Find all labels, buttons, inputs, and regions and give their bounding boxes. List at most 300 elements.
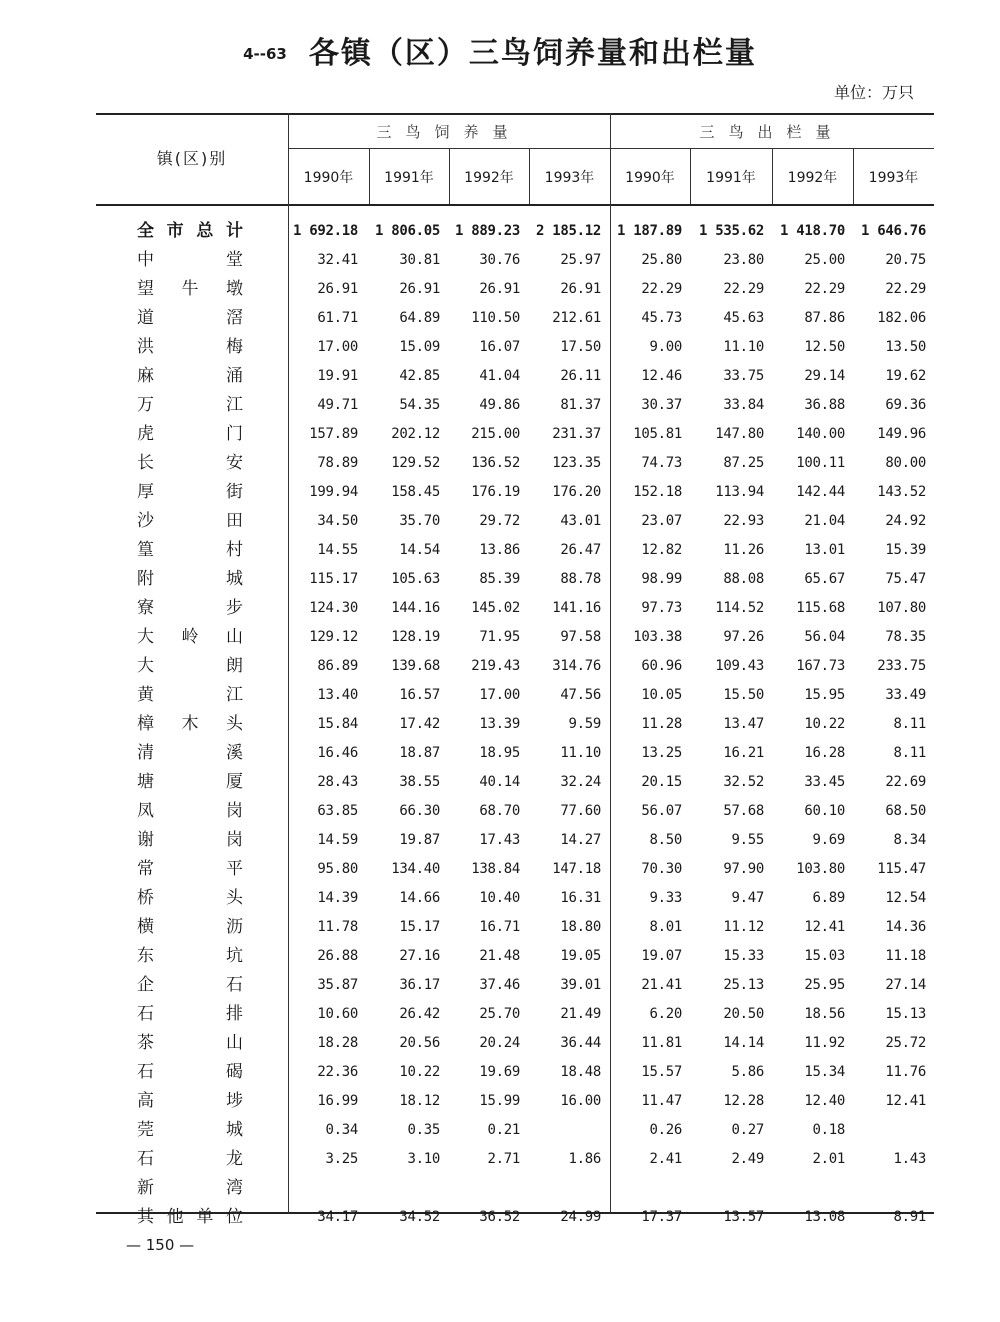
- town-name: 大岭山: [137, 627, 243, 647]
- slaughter-value: [850, 1174, 926, 1203]
- group-header-rule: [288, 148, 934, 149]
- slaughter-value: 12.41: [804, 919, 845, 935]
- raising-value: 20.24: [479, 1035, 520, 1051]
- slaughter-value: 74.73: [641, 455, 682, 471]
- raising-value: 123.35: [552, 455, 601, 471]
- town-name: 谢岗: [137, 830, 243, 850]
- slaughter-value: 56.04: [804, 629, 845, 645]
- town-name: 石排: [137, 1004, 243, 1024]
- town-name: 望牛墩: [137, 279, 243, 299]
- raising-value: 134.40: [391, 861, 440, 877]
- slaughter-value: 22.29: [885, 281, 926, 297]
- raising-value: 17.43: [479, 832, 520, 848]
- raising-value: 16.57: [399, 687, 440, 703]
- raising-value: 0.35: [407, 1122, 440, 1138]
- slaughter-value: 147.80: [715, 426, 764, 442]
- slaughter-value: 113.94: [715, 484, 764, 500]
- slaughter-value: 8.01: [649, 919, 682, 935]
- year-header: 1991年: [384, 170, 434, 186]
- raising-value: 314.76: [552, 658, 601, 674]
- slaughter-value: 9.55: [731, 832, 764, 848]
- stub-header: 镇(区)别: [156, 149, 228, 168]
- raising-value: 88.78: [560, 571, 601, 587]
- raising-value: 26.88: [317, 948, 358, 964]
- raising-value: 110.50: [471, 310, 520, 326]
- table-row: [0, 826, 1000, 855]
- raising-value: 19.91: [317, 368, 358, 384]
- raising-value: 15.99: [479, 1093, 520, 1109]
- town-name: 黄江: [137, 685, 243, 705]
- slaughter-value: 167.73: [796, 658, 845, 674]
- slaughter-value: 11.81: [641, 1035, 682, 1051]
- raising-value: 26.42: [399, 1006, 440, 1022]
- table-row: [0, 1058, 1000, 1087]
- slaughter-value: 114.52: [715, 600, 764, 616]
- table-row: [0, 652, 1000, 681]
- slaughter-value: 9.69: [812, 832, 845, 848]
- raising-value: 26.91: [317, 281, 358, 297]
- table-row: [0, 797, 1000, 826]
- raising-value: [525, 1174, 601, 1203]
- slaughter-value: 45.63: [723, 310, 764, 326]
- table-row: [0, 1174, 1000, 1203]
- raising-value: 77.60: [560, 803, 601, 819]
- slaughter-value: 103.80: [796, 861, 845, 877]
- group-header-raising: 三鸟饲养量: [376, 123, 522, 141]
- town-name: 寮步: [137, 598, 243, 618]
- raising-value: 17.50: [560, 339, 601, 355]
- slaughter-value: 8.50: [649, 832, 682, 848]
- table-row: [0, 507, 1000, 536]
- raising-value: 21.49: [560, 1006, 601, 1022]
- town-name: 茶山: [137, 1033, 243, 1053]
- slaughter-value: 8.34: [893, 832, 926, 848]
- town-name: 莞城: [137, 1120, 243, 1140]
- slaughter-value: 11.92: [804, 1035, 845, 1051]
- raising-value: 78.89: [317, 455, 358, 471]
- slaughter-value: [606, 1174, 682, 1203]
- year-header: 1993年: [868, 170, 919, 186]
- slaughter-value: 29.14: [804, 368, 845, 384]
- raising-value: 42.85: [399, 368, 440, 384]
- town-name: 全市总计: [137, 221, 243, 241]
- raising-value: 158.45: [391, 484, 440, 500]
- slaughter-value: 33.75: [723, 368, 764, 384]
- raising-value: 105.63: [391, 571, 440, 587]
- raising-value: 21.48: [479, 948, 520, 964]
- raising-value: 37.46: [479, 977, 520, 993]
- table-row: [0, 1000, 1000, 1029]
- slaughter-value: 25.00: [804, 252, 845, 268]
- slaughter-value: 65.67: [804, 571, 845, 587]
- slaughter-value: 103.38: [633, 629, 682, 645]
- raising-value: 25.70: [479, 1006, 520, 1022]
- town-name: 中堂: [137, 250, 243, 270]
- year-header: 1990年: [303, 170, 354, 186]
- slaughter-value: 100.11: [796, 455, 845, 471]
- raising-value: 20.56: [399, 1035, 440, 1051]
- raising-value: 86.89: [317, 658, 358, 674]
- slaughter-value: 12.41: [885, 1093, 926, 1109]
- raising-value: 64.89: [399, 310, 440, 326]
- raising-value: 32.24: [560, 774, 601, 790]
- raising-value: 157.89: [309, 426, 358, 442]
- slaughter-value: 12.54: [885, 890, 926, 906]
- raising-value: 212.61: [552, 310, 601, 326]
- slaughter-value: 115.68: [796, 600, 845, 616]
- slaughter-value: 20.50: [723, 1006, 764, 1022]
- slaughter-value: 142.44: [796, 484, 845, 500]
- raising-value: 40.14: [479, 774, 520, 790]
- slaughter-value: 182.06: [877, 310, 926, 326]
- town-name: 洪梅: [137, 337, 243, 357]
- slaughter-value: 21.41: [641, 977, 682, 993]
- raising-value: 49.71: [317, 397, 358, 413]
- slaughter-value: 13.01: [804, 542, 845, 558]
- slaughter-value: 87.86: [804, 310, 845, 326]
- raising-value: 1 889.23: [454, 223, 520, 239]
- raising-value: 145.02: [471, 600, 520, 616]
- slaughter-value: 1 187.89: [616, 223, 682, 239]
- page-number: — 150 —: [126, 1236, 195, 1254]
- slaughter-value: 107.80: [877, 600, 926, 616]
- raising-value: 95.80: [317, 861, 358, 877]
- slaughter-value: 21.04: [804, 513, 845, 529]
- slaughter-value: 19.07: [641, 948, 682, 964]
- slaughter-value: 11.12: [723, 919, 764, 935]
- slaughter-value: 12.50: [804, 339, 845, 355]
- slaughter-value: 8.11: [893, 745, 926, 761]
- raising-value: 36.44: [560, 1035, 601, 1051]
- table-number: 4--63: [243, 45, 287, 63]
- raising-value: 14.54: [399, 542, 440, 558]
- slaughter-value: 16.21: [723, 745, 764, 761]
- raising-value: 138.84: [471, 861, 520, 877]
- raising-value: 18.95: [479, 745, 520, 761]
- slaughter-value: 11.10: [723, 339, 764, 355]
- raising-value: 16.31: [560, 890, 601, 906]
- raising-value: 17.00: [479, 687, 520, 703]
- slaughter-value: 25.80: [641, 252, 682, 268]
- group-header-slaughter: 三鸟出栏量: [699, 123, 845, 141]
- slaughter-value: 10.05: [641, 687, 682, 703]
- table-row: [0, 884, 1000, 913]
- slaughter-value: 143.52: [877, 484, 926, 500]
- raising-value: 38.55: [399, 774, 440, 790]
- raising-value: 26.91: [479, 281, 520, 297]
- raising-value: 13.40: [317, 687, 358, 703]
- slaughter-value: 97.90: [723, 861, 764, 877]
- raising-value: 14.39: [317, 890, 358, 906]
- raising-value: [282, 1174, 358, 1203]
- year-header: 1992年: [464, 170, 514, 186]
- slaughter-value: 14.14: [723, 1035, 764, 1051]
- town-name: 高埗: [137, 1091, 243, 1111]
- slaughter-value: 60.96: [641, 658, 682, 674]
- slaughter-value: 105.81: [633, 426, 682, 442]
- slaughter-value: 5.86: [731, 1064, 764, 1080]
- table-title: 各镇（区）三鸟饲养量和出栏量: [308, 36, 757, 71]
- slaughter-value: 57.68: [723, 803, 764, 819]
- slaughter-value: 15.13: [885, 1006, 926, 1022]
- slaughter-value: 140.00: [796, 426, 845, 442]
- table-row: [0, 594, 1000, 623]
- raising-value: 35.87: [317, 977, 358, 993]
- slaughter-value: 23.80: [723, 252, 764, 268]
- raising-value: 32.41: [317, 252, 358, 268]
- town-name: 新湾: [137, 1178, 243, 1198]
- town-name: 桥头: [137, 888, 243, 908]
- slaughter-value: 60.10: [804, 803, 845, 819]
- raising-value: [525, 1116, 601, 1145]
- slaughter-value: 32.52: [723, 774, 764, 790]
- raising-value: 41.04: [479, 368, 520, 384]
- slaughter-value: 27.14: [885, 977, 926, 993]
- table-row: [0, 1203, 1000, 1232]
- slaughter-value: 25.95: [804, 977, 845, 993]
- year-header: 1991年: [706, 170, 756, 186]
- slaughter-value: 15.33: [723, 948, 764, 964]
- slaughter-value: 11.47: [641, 1093, 682, 1109]
- table-row: [0, 681, 1000, 710]
- raising-value: 2.71: [487, 1151, 520, 1167]
- slaughter-value: 23.07: [641, 513, 682, 529]
- raising-value: 9.59: [568, 716, 601, 732]
- year-header: 1993年: [544, 170, 595, 186]
- table-row: [0, 710, 1000, 739]
- slaughter-value: 14.36: [885, 919, 926, 935]
- raising-value: 63.85: [317, 803, 358, 819]
- raising-value: 34.52: [399, 1209, 440, 1225]
- raising-value: 26.47: [560, 542, 601, 558]
- table-row: [0, 333, 1000, 362]
- raising-value: 11.78: [317, 919, 358, 935]
- town-name: 虎门: [137, 424, 243, 444]
- raising-value: 18.28: [317, 1035, 358, 1051]
- slaughter-value: 149.96: [877, 426, 926, 442]
- raising-value: 0.34: [325, 1122, 358, 1138]
- slaughter-value: 25.13: [723, 977, 764, 993]
- raising-value: 124.30: [309, 600, 358, 616]
- slaughter-value: 22.29: [641, 281, 682, 297]
- slaughter-value: [769, 1174, 845, 1203]
- town-name: 篁村: [137, 540, 243, 560]
- raising-value: 3.25: [325, 1151, 358, 1167]
- table-row: [0, 768, 1000, 797]
- slaughter-value: 98.99: [641, 571, 682, 587]
- town-name: 石碣: [137, 1062, 243, 1082]
- slaughter-value: 15.50: [723, 687, 764, 703]
- raising-value: 129.12: [309, 629, 358, 645]
- raising-value: 139.68: [391, 658, 440, 674]
- slaughter-value: 1 646.76: [860, 223, 926, 239]
- town-name: 企石: [137, 975, 243, 995]
- raising-value: 17.42: [399, 716, 440, 732]
- raising-value: 1 806.05: [374, 223, 440, 239]
- town-name: 厚街: [137, 482, 243, 502]
- raising-value: 144.16: [391, 600, 440, 616]
- table-row: [0, 449, 1000, 478]
- slaughter-value: 24.92: [885, 513, 926, 529]
- year-header: 1990年: [625, 170, 675, 186]
- raising-value: 28.43: [317, 774, 358, 790]
- table-row: [0, 1029, 1000, 1058]
- slaughter-value: 10.22: [804, 716, 845, 732]
- raising-value: 47.56: [560, 687, 601, 703]
- slaughter-value: 15.03: [804, 948, 845, 964]
- raising-value: 16.71: [479, 919, 520, 935]
- slaughter-value: 30.37: [641, 397, 682, 413]
- raising-value: 19.87: [399, 832, 440, 848]
- slaughter-value: 0.26: [649, 1122, 682, 1138]
- slaughter-value: 2.01: [812, 1151, 845, 1167]
- raising-value: 26.11: [560, 368, 601, 384]
- raising-value: 141.16: [552, 600, 601, 616]
- slaughter-value: 12.40: [804, 1093, 845, 1109]
- table-row: [0, 1116, 1000, 1145]
- raising-value: 29.72: [479, 513, 520, 529]
- slaughter-value: 19.62: [885, 368, 926, 384]
- town-name: 附城: [137, 569, 243, 589]
- slaughter-value: [688, 1174, 764, 1203]
- raising-value: 17.00: [317, 339, 358, 355]
- raising-value: 10.40: [479, 890, 520, 906]
- slaughter-value: 97.26: [723, 629, 764, 645]
- raising-value: 97.58: [560, 629, 601, 645]
- raising-value: 14.55: [317, 542, 358, 558]
- slaughter-value: 109.43: [715, 658, 764, 674]
- slaughter-value: 9.33: [649, 890, 682, 906]
- raising-value: 0.21: [487, 1122, 520, 1138]
- slaughter-value: [850, 1116, 926, 1145]
- raising-value: 68.70: [479, 803, 520, 819]
- raising-value: 128.19: [391, 629, 440, 645]
- slaughter-value: 68.50: [885, 803, 926, 819]
- slaughter-value: 33.84: [723, 397, 764, 413]
- town-name: 石龙: [137, 1149, 243, 1169]
- page-title: [0, 28, 1000, 72]
- slaughter-value: 12.28: [723, 1093, 764, 1109]
- raising-value: 2 185.12: [535, 223, 601, 239]
- slaughter-value: 6.89: [812, 890, 845, 906]
- raising-value: 18.12: [399, 1093, 440, 1109]
- slaughter-value: 88.08: [723, 571, 764, 587]
- slaughter-value: 33.45: [804, 774, 845, 790]
- raising-value: 11.10: [560, 745, 601, 761]
- slaughter-value: 11.18: [885, 948, 926, 964]
- raising-value: 10.22: [399, 1064, 440, 1080]
- slaughter-value: 12.82: [641, 542, 682, 558]
- slaughter-value: 45.73: [641, 310, 682, 326]
- slaughter-value: 22.29: [723, 281, 764, 297]
- raising-value: 43.01: [560, 513, 601, 529]
- town-name: 樟木头: [137, 714, 243, 734]
- raising-value: 15.09: [399, 339, 440, 355]
- town-name: 常平: [137, 859, 243, 879]
- slaughter-value: 8.91: [893, 1209, 926, 1225]
- slaughter-value: 78.35: [885, 629, 926, 645]
- raising-value: 219.43: [471, 658, 520, 674]
- town-name: 长安: [137, 453, 243, 473]
- raising-value: 136.52: [471, 455, 520, 471]
- raising-value: 49.86: [479, 397, 520, 413]
- raising-value: 16.99: [317, 1093, 358, 1109]
- table-row: [0, 536, 1000, 565]
- raising-value: 30.76: [479, 252, 520, 268]
- table-row: [0, 391, 1000, 420]
- raising-value: 1 692.18: [292, 223, 358, 239]
- raising-value: 22.36: [317, 1064, 358, 1080]
- slaughter-value: 2.49: [731, 1151, 764, 1167]
- raising-value: 14.59: [317, 832, 358, 848]
- raising-value: 71.95: [479, 629, 520, 645]
- slaughter-value: 8.11: [893, 716, 926, 732]
- raising-value: 176.20: [552, 484, 601, 500]
- raising-value: 66.30: [399, 803, 440, 819]
- raising-value: 35.70: [399, 513, 440, 529]
- slaughter-value: 17.37: [641, 1209, 682, 1225]
- raising-value: 16.46: [317, 745, 358, 761]
- slaughter-value: 9.47: [731, 890, 764, 906]
- raising-value: 36.52: [479, 1209, 520, 1225]
- slaughter-value: 25.72: [885, 1035, 926, 1051]
- raising-value: 26.91: [560, 281, 601, 297]
- raising-value: 34.17: [317, 1209, 358, 1225]
- raising-value: 147.18: [552, 861, 601, 877]
- raising-value: 15.17: [399, 919, 440, 935]
- slaughter-value: 56.07: [641, 803, 682, 819]
- raising-value: 231.37: [552, 426, 601, 442]
- raising-value: 81.37: [560, 397, 601, 413]
- raising-value: 18.87: [399, 745, 440, 761]
- raising-value: 129.52: [391, 455, 440, 471]
- slaughter-value: 16.28: [804, 745, 845, 761]
- raising-value: 13.39: [479, 716, 520, 732]
- raising-value: 18.80: [560, 919, 601, 935]
- raising-value: 215.00: [471, 426, 520, 442]
- slaughter-value: 9.00: [649, 339, 682, 355]
- table-row: [0, 565, 1000, 594]
- table-row: [0, 739, 1000, 768]
- top-rule: [96, 113, 934, 115]
- slaughter-value: 20.75: [885, 252, 926, 268]
- town-name: 大朗: [137, 656, 243, 676]
- slaughter-value: 0.18: [812, 1122, 845, 1138]
- slaughter-value: 69.36: [885, 397, 926, 413]
- town-name: 万江: [137, 395, 243, 415]
- raising-value: 115.17: [309, 571, 358, 587]
- raising-value: 39.01: [560, 977, 601, 993]
- slaughter-value: 87.25: [723, 455, 764, 471]
- table-row: [0, 246, 1000, 275]
- slaughter-value: 15.34: [804, 1064, 845, 1080]
- slaughter-value: 13.47: [723, 716, 764, 732]
- table-row: [0, 1145, 1000, 1174]
- table-row: [0, 478, 1000, 507]
- slaughter-value: 15.95: [804, 687, 845, 703]
- raising-value: 26.91: [399, 281, 440, 297]
- slaughter-value: 11.76: [885, 1064, 926, 1080]
- slaughter-value: 15.57: [641, 1064, 682, 1080]
- raising-value: 14.66: [399, 890, 440, 906]
- raising-value: 16.07: [479, 339, 520, 355]
- raising-value: 18.48: [560, 1064, 601, 1080]
- raising-value: 199.94: [309, 484, 358, 500]
- table-row: [0, 623, 1000, 652]
- slaughter-value: 233.75: [877, 658, 926, 674]
- slaughter-value: 13.57: [723, 1209, 764, 1225]
- slaughter-value: 6.20: [649, 1006, 682, 1022]
